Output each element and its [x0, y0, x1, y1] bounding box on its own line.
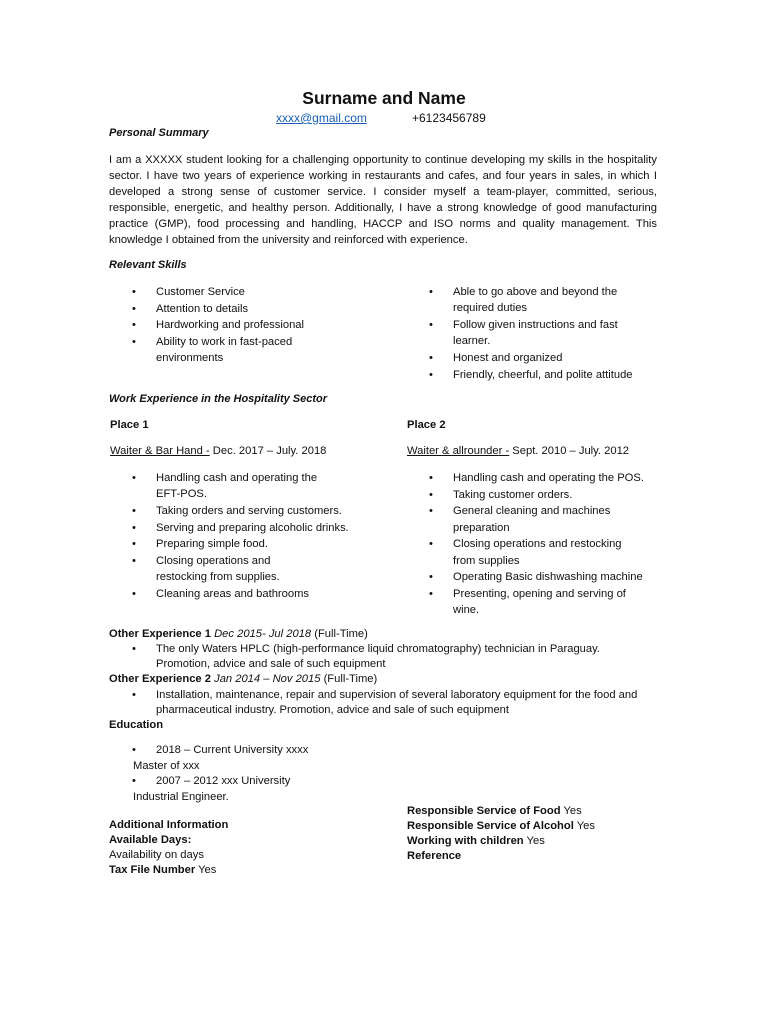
tax-file-number-line	[109, 863, 228, 878]
list-item: • Closing operations and restocking from supplies	[407, 536, 667, 568]
other-experience-2-list	[110, 688, 655, 719]
list-item: • Closing operations and restocking from supplies.	[110, 553, 370, 585]
skills-list-right	[407, 284, 667, 383]
personal-summary-text: I am a XXXXX student looking for a challenging opportunity to continue developing my skills in the hospitality sector. I have two years of experience working in restaurants and cafes, and four years in sales, in which I developed a strong sense of customer service. I consider myself a team-player, committed, serious, responsible, energetic, and healthy person. Additionally, I have a strong knowledge of good manufacturing practice (GMP), food processing and handling, HACCP and ISO norms and quality management. This knowledge I obtained from the university and reinforced with experience.	[109, 154, 657, 246]
phone-number: +6123456789	[412, 111, 486, 125]
place-1-dates: Dec. 2017 – July. 2018	[209, 445, 327, 457]
licences-block	[407, 804, 595, 864]
list-item: • Cleaning areas and bathrooms	[110, 586, 370, 602]
list-item: • Ability to work in fast-paced environments	[110, 334, 370, 366]
food-service-line	[407, 804, 595, 819]
other-experience-1-type: (Full-Time)	[311, 628, 368, 640]
list-item: • Follow given instructions and fast learner.	[407, 317, 667, 349]
working-with-children-value: Yes	[523, 835, 545, 847]
list-item: • Attention to details	[110, 301, 370, 317]
place-1-role: Waiter & Bar Hand -	[110, 445, 210, 457]
list-item: • Preparing simple food.	[110, 536, 370, 552]
place-2-dates: Sept. 2010 – July. 2012	[509, 445, 630, 457]
available-days-label: Available Days:	[109, 834, 192, 846]
list-item: • Serving and preparing alcoholic drinks.	[110, 520, 370, 536]
additional-info-block	[109, 818, 228, 878]
list-item: • Presenting, opening and serving of wine.	[407, 586, 667, 618]
education-list-1	[110, 742, 410, 759]
food-service-label: Responsible Service of Food	[407, 805, 561, 817]
reference-label: Reference	[407, 850, 462, 862]
list-item: • Handling cash and operating the POS.	[407, 470, 667, 486]
list-item: • Taking orders and serving customers.	[110, 503, 370, 519]
list-item: • Installation, maintenance, repair and supervision of several laboratory equipment for the food and pharmaceutical industry. Promotion, advice and sale of such equipment	[110, 688, 655, 718]
alcohol-service-line	[407, 819, 595, 834]
place-2-role: Waiter & allrounder -	[407, 445, 510, 457]
resume-name: Surname and Name	[302, 88, 466, 108]
work-experience-heading: Work Experience in the Hospitality Sector	[109, 393, 328, 405]
email-link[interactable]: xxxx@gmail.com	[276, 111, 367, 125]
available-days-value: Availability on days	[109, 849, 204, 861]
personal-summary-heading: Personal Summary	[109, 127, 209, 139]
place-1-role-line	[110, 443, 326, 459]
list-item: • Operating Basic dishwashing machine	[407, 569, 667, 585]
tax-file-number-value: Yes	[195, 864, 217, 876]
other-experience-2-dates: Jan 2014 – Nov 2015	[214, 673, 321, 685]
other-experience-1-line	[109, 627, 669, 642]
tax-file-number-label: Tax File Number	[109, 864, 196, 876]
place-2-duties	[407, 470, 667, 619]
other-experience-1-dates: Dec 2015- Jul 2018	[214, 628, 312, 640]
education-heading: Education	[109, 719, 164, 731]
other-experience-2-line	[109, 672, 669, 687]
list-item: • Honest and organized	[407, 350, 667, 366]
place-2-role-line	[407, 443, 629, 459]
list-item: • General cleaning and machines preparation	[407, 503, 667, 535]
alcohol-service-label: Responsible Service of Alcohol	[407, 820, 574, 832]
education-degree-2: Industrial Engineer.	[133, 791, 229, 803]
working-with-children-line	[407, 834, 595, 849]
place-1-label: Place 1	[110, 419, 149, 431]
list-item: • 2007 – 2012 xxx University	[110, 773, 410, 789]
other-experience-2-label: Other Experience 2	[109, 673, 211, 685]
other-experience-1-label: Other Experience 1	[109, 628, 211, 640]
other-experience-1-list	[110, 642, 650, 673]
relevant-skills-heading: Relevant Skills	[109, 259, 187, 271]
skills-list-left	[110, 284, 370, 367]
other-experience-2-type: (Full-Time)	[320, 673, 378, 685]
additional-info-heading: Additional Information	[109, 819, 229, 831]
food-service-value: Yes	[560, 805, 582, 817]
list-item: • Taking customer orders.	[407, 487, 667, 503]
place-1-duties	[110, 470, 370, 603]
education-degree-1: Master of xxx	[133, 760, 200, 772]
list-item: • Friendly, cheerful, and polite attitude	[407, 367, 667, 383]
list-item: • 2018 – Current University xxxx	[110, 742, 410, 758]
list-item: • The only Waters HPLC (high-performance liquid chromatography) technician in Paraguay. Promotion, advice and sale of such equipment	[110, 642, 650, 672]
place-2-label: Place 2	[407, 419, 446, 431]
list-item: • Handling cash and operating the EFT-POS.	[110, 470, 370, 502]
list-item: • Able to go above and beyond the required duties	[407, 284, 667, 316]
list-item: • Hardworking and professional	[110, 317, 370, 333]
education-list-2	[110, 773, 410, 790]
alcohol-service-value: Yes	[573, 820, 595, 832]
working-with-children-label: Working with children	[407, 835, 524, 847]
list-item: • Customer Service	[110, 284, 370, 300]
